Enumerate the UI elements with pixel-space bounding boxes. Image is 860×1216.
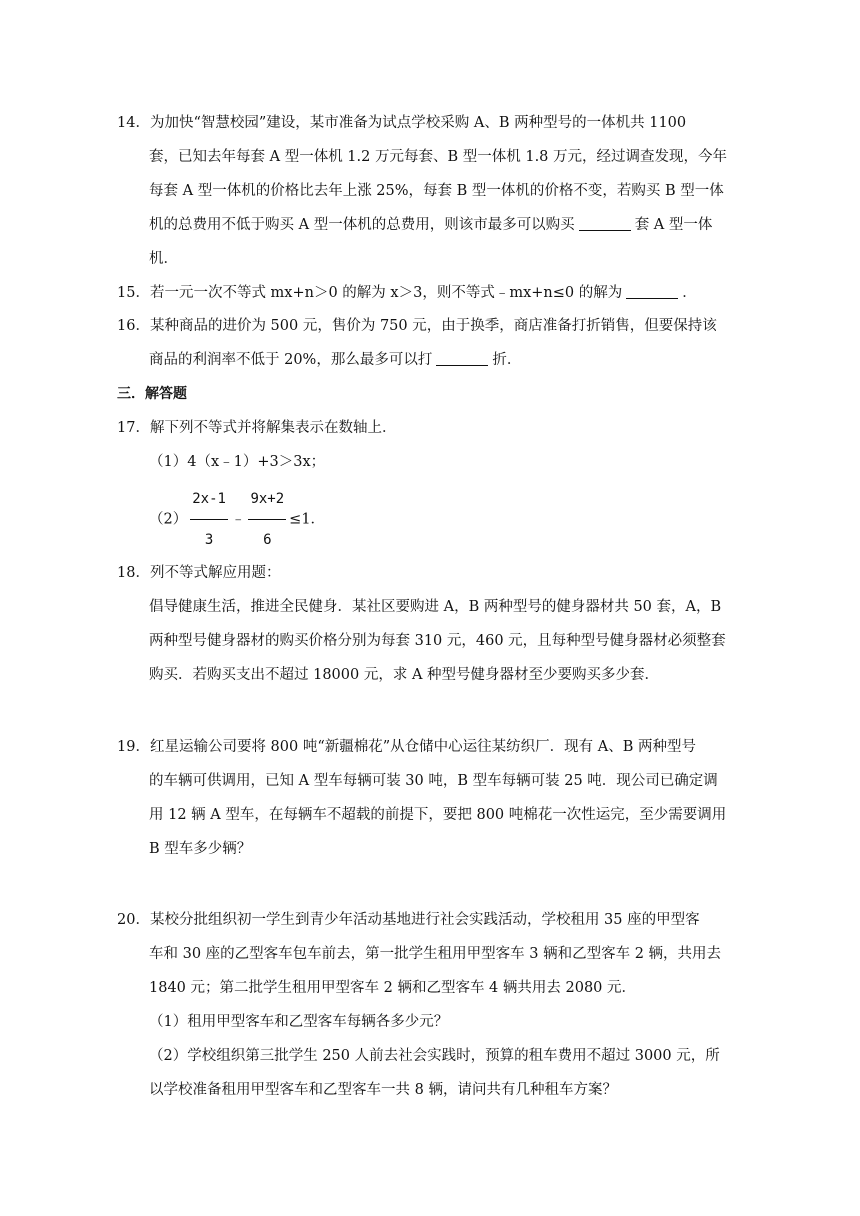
q18-line-2: 倡导健康生活，推进全民健身．某社区要购进 A，B 两种型号的健身器材共 50 套，A，B (149, 599, 722, 615)
q14-answer-blank[interactable] (579, 216, 631, 231)
q15-line (117, 283, 697, 303)
q15-answer-blank[interactable] (626, 284, 678, 299)
q16-line-2-text: 商品的利润率不低于 20%，那么最多可以打 (149, 352, 433, 368)
q17-part-2-suffix: ≤1． (289, 511, 326, 528)
q17-minus: ﹣ (230, 511, 246, 528)
q15-after-blank: ． (682, 285, 697, 301)
q17-part-1: （1）4（x﹣1）+3＞3x； (149, 454, 326, 470)
q17-part-2 (149, 480, 325, 559)
q14-line-4-text: 机的总费用不低于购买 A 型一体机的总费用，则该市最多可以购买 (149, 217, 575, 233)
q14-line-4 (149, 215, 712, 235)
q20-part-2-line-2: 以学校准备租用甲型客车和乙型客车一共 8 辆，请问共有几种租车方案？ (149, 1082, 617, 1098)
q14-line-2: 套，已知去年每套 A 型一体机 1.2 万元每套、B 型一体机 1.8 万元，经过调查发现，今年 (149, 149, 728, 165)
q17-fraction-2-denominator: 6 (263, 532, 272, 548)
q17-fraction-2 (248, 480, 286, 559)
q16-line-2 (149, 350, 521, 370)
q20-part-1: （1）租用甲型客车和乙型客车每辆各多少元？ (149, 1014, 449, 1030)
q17-part-2-prefix: （2） (149, 511, 188, 528)
q20-part-2-line-1: （2）学校组织第三批学生 250 人前去社会实践时，预算的租车费用不超过 3000 元，所 (149, 1048, 720, 1064)
q17-title: 17．解下列不等式并将解集表示在数轴上． (117, 420, 397, 436)
q17-fraction-1-numerator: 2x-1 (190, 480, 228, 520)
q18-line-4: 购买．若购买支出不超过 18000 元，求 A 种型号健身器材至少要购买多少套． (149, 667, 660, 683)
q14-after-blank: 套 A 型一体 (634, 217, 713, 233)
q19-line-1: 19．红星运输公司要将 800 吨“新疆棉花”从仓储中心运往某纺织厂．现有 A、B 两种型号 (117, 739, 697, 755)
q19-line-4: B 型车多少辆？ (149, 841, 252, 857)
q17-fraction-1 (190, 480, 228, 559)
q16-line-1: 16．某种商品的进价为 500 元，售价为 750 元，由于换季，商店准备打折销售，但要保持该 (117, 318, 717, 334)
section-heading: 三．解答题 (117, 386, 187, 402)
q16-answer-blank[interactable] (436, 351, 488, 366)
q20-line-2: 车和 30 座的乙型客车包车前去，第一批学生租用甲型客车 3 辆和乙型客车 2 辆，共用去 (149, 946, 722, 962)
q16-after-blank: 折． (492, 352, 522, 368)
q14-line-5: 机． (149, 251, 178, 267)
q19-line-3: 用 12 辆 A 型车，在每辆车不超载的前提下，要把 800 吨棉花一次性运完，至少需要调用 (149, 807, 727, 823)
q17-fraction-2-numerator: 9x+2 (248, 480, 286, 520)
q20-line-1: 20．某校分批组织初一学生到青少年活动基地进行社会实践活动，学校租用 35 座的甲型客 (117, 912, 700, 928)
q17-fraction-1-denominator: 3 (204, 532, 214, 548)
q18-line-3: 两种型号健身器材的购买价格分别为每套 310 元，460 元，且每种型号健身器材必须整套 (149, 633, 726, 649)
q19-line-2: 的车辆可供调用，已知 A 型车每辆可装 30 吨，B 型车每辆可装 25 吨．现公司已确定调 (149, 773, 718, 789)
q14-line-3: 每套 A 型一体机的价格比去年上涨 25%，每套 B 型一体机的价格不变，若购买 B 型一体 (149, 183, 724, 199)
q18-line-1: 18．列不等式解应用题： (117, 565, 281, 581)
q20-line-3: 1840 元；第二批学生租用甲型客车 2 辆和乙型客车 4 辆共用去 2080 元． (149, 980, 637, 996)
q14-line-1: 14．为加快“智慧校园”建设，某市准备为试点学校采购 A、B 两种型号的一体机共 1100 (117, 115, 687, 131)
q15-text: 15．若一元一次不等式 mx+n＞0 的解为 x＞3，则不等式﹣mx+n≤0 的解为 (117, 285, 623, 301)
